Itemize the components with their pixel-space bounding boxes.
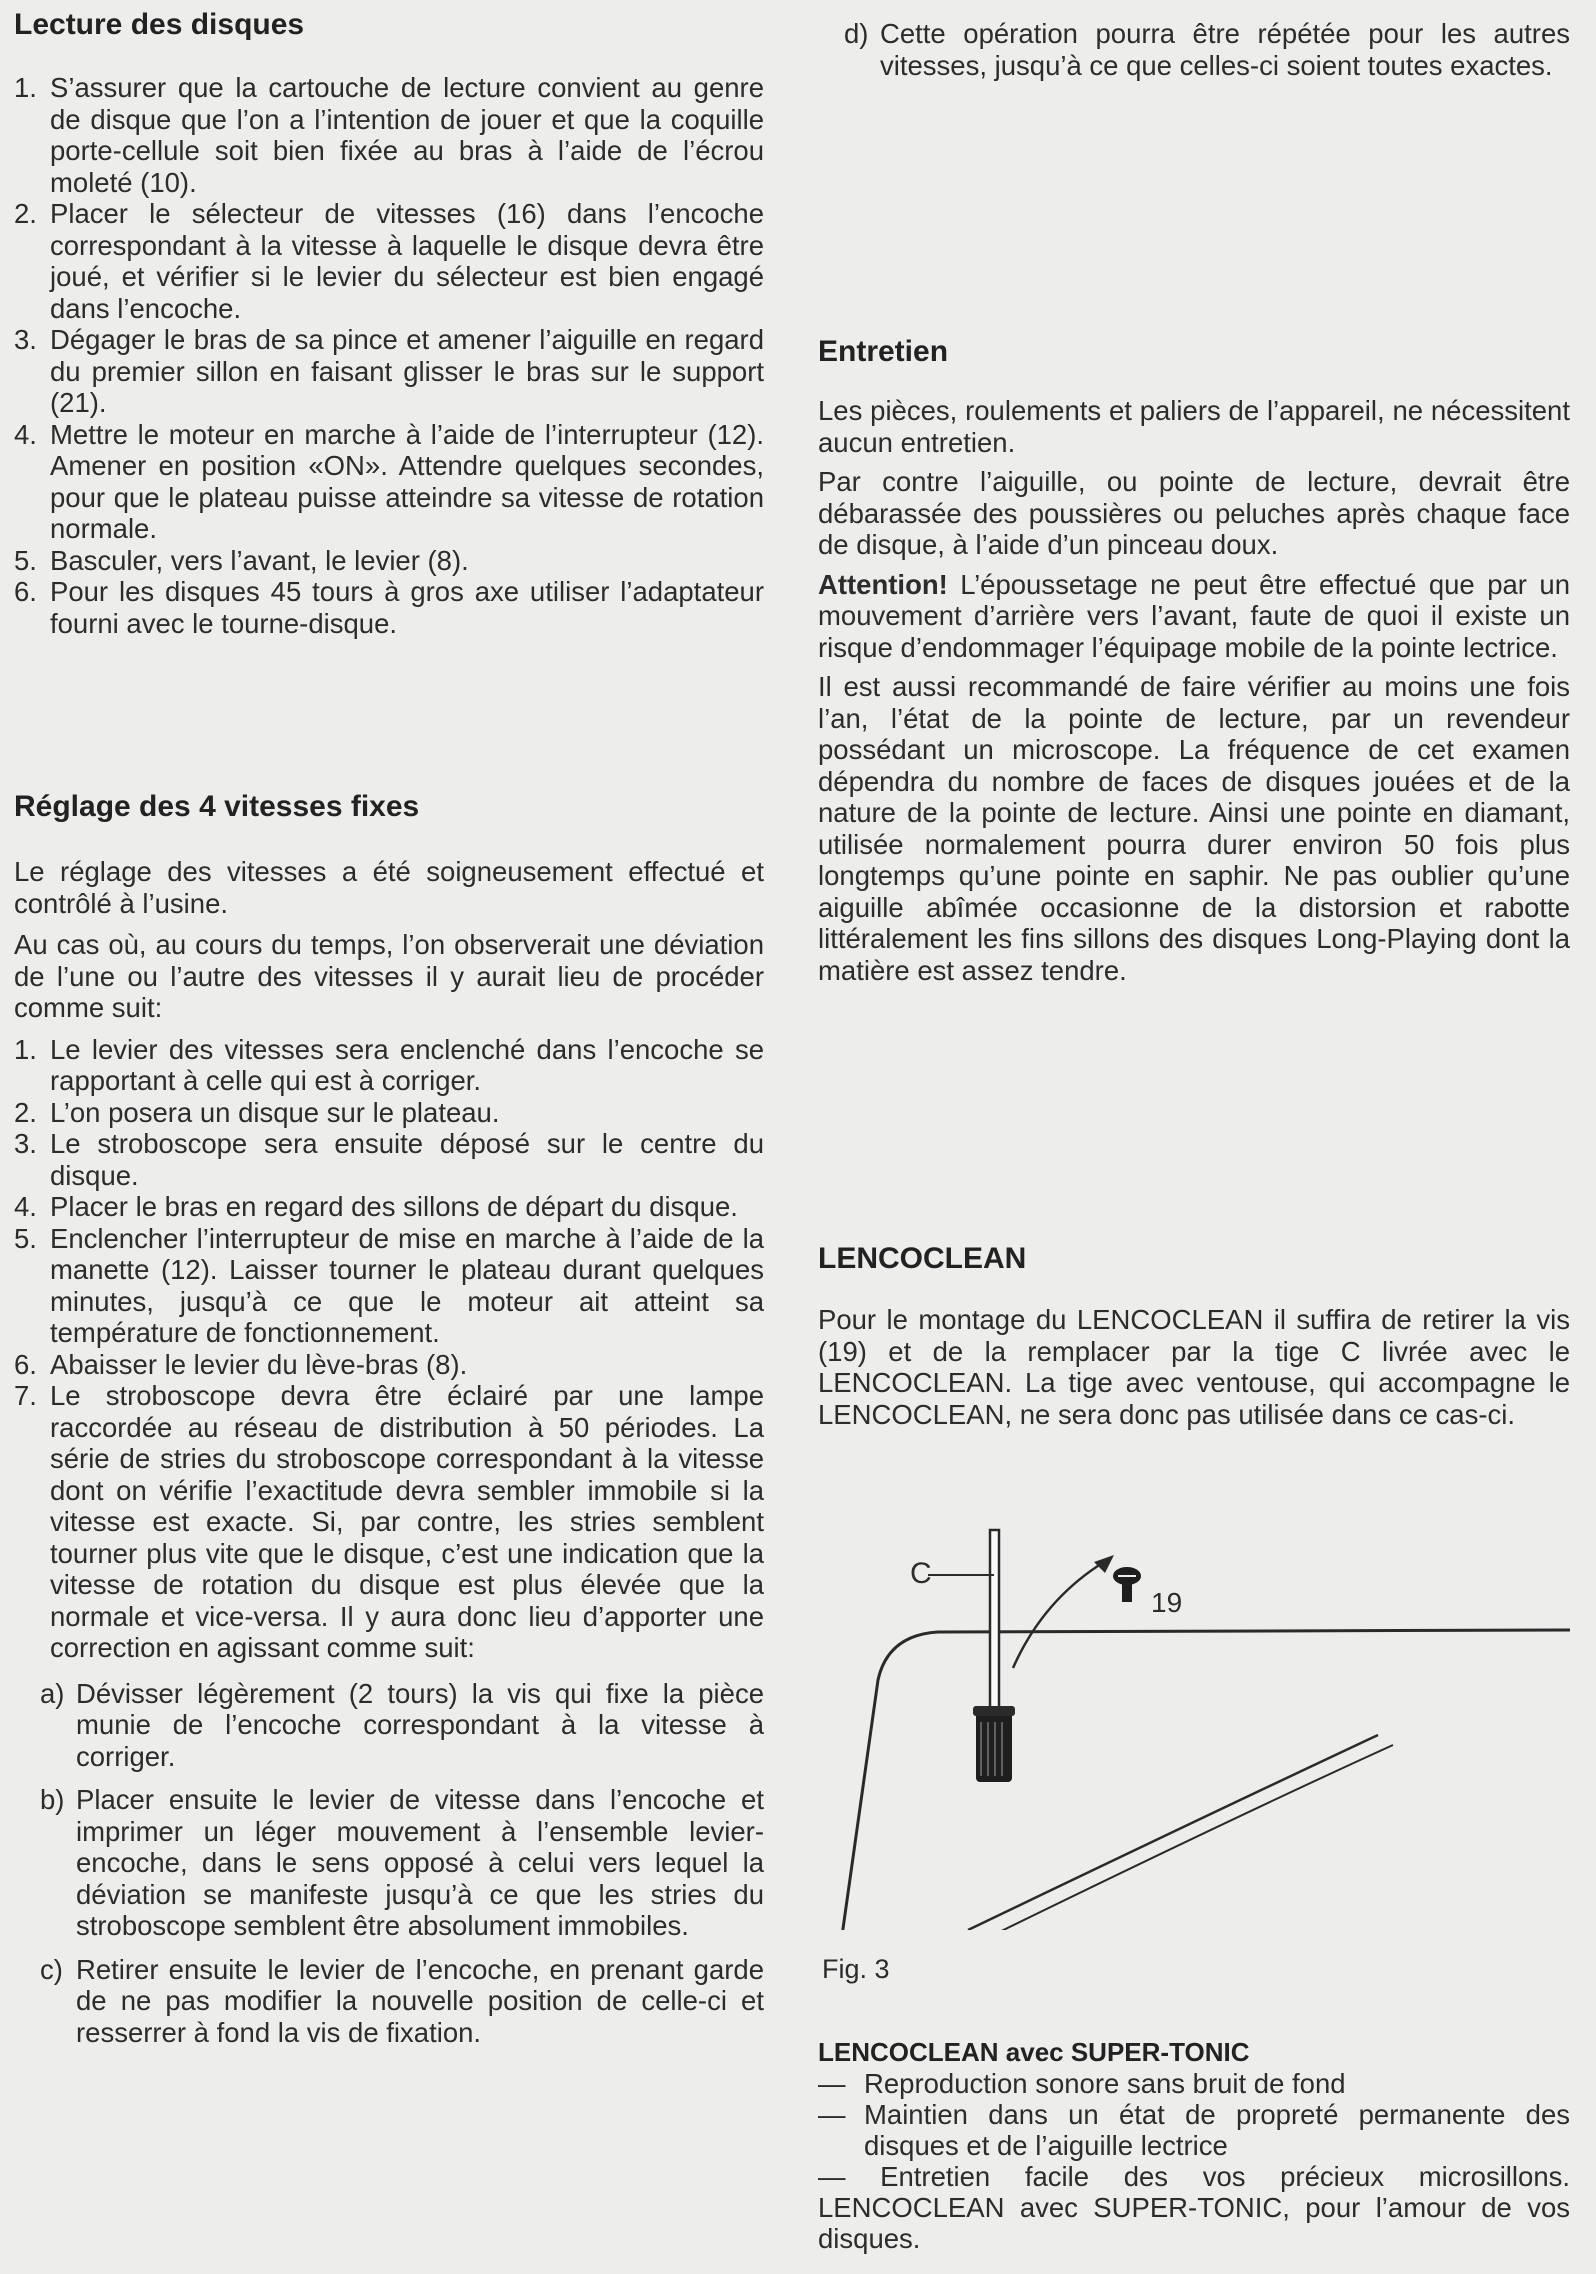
list-item-text: S’assurer que la cartouche de lecture convient au genre de disque que l’on a l’intention de jouer et que la coquille porte-cellule soit bien fixée au bras à l’aide de l’écrou moleté (10). [50,72,764,198]
reglage-intro-2: Au cas où, au cours du temps, l’on observerait une déviation de l’une ou l’autre des vitesses il y aurait lieu de procéder comme suit: [14,929,764,1023]
list-item [14,1223,764,1349]
attention-label: Attention! [818,568,948,600]
list-item [14,1128,764,1191]
super-tonic-bullet-3 [818,2161,1570,2254]
entretien-block [818,395,1570,986]
list-marker: 6. [14,576,37,607]
list-item-text: Dégager le bras de sa pince et amener l’aiguille en regard du premier sillon en faisant glisser le bras sur le support (21). [50,324,764,418]
super-tonic-bullet-text: Reproduction sonore sans bruit de fond [864,2068,1346,2099]
list-item-text: Le levier des vitesses sera enclenché dans l’encoche se rapportant à celle qui est à corriger. [50,1033,764,1096]
list-item-text: Le stroboscope sera ensuite déposé sur le centre du disque. [50,1128,764,1191]
list-item [14,1349,764,1381]
list-item [14,419,764,545]
figure-label-19: 19 [1151,1587,1183,1618]
dash-marker: — [818,2068,846,2099]
section-title-reglage: Réglage des 4 vitesses fixes [14,790,420,823]
dash-marker: — [818,2161,846,2192]
list-marker: 1. [14,1033,37,1065]
list-marker: 2. [14,1096,37,1128]
list-marker: 4. [14,1191,37,1222]
section-title-lencoclean: LENCOCLEAN [818,1242,1027,1275]
entretien-p1: Les pièces, roulements et paliers de l’appareil, ne nécessitent aucun entretien. [818,395,1570,458]
list-item-text: Mettre le moteur en marche à l’aide de l’interrupteur (12). Amener en position «ON». Attendre quelques secondes, pour que le plateau puisse atteindre sa vitesse de rotation normale. [50,418,764,544]
reglage-intro-1: Le réglage des vitesses a été soigneusement effectué et contrôlé à l’usine. [14,856,764,919]
list-item-text: Le stroboscope devra être éclairé par une lampe raccordée au réseau de distribution à 50 périodes. La série de stries du stroboscope correspondant à la vitesse dont on vérifie l’exactitude devra sembler immobile si la vitesse est exacte. Si, par contre, les stries semblent tourner plus vite que le disque, c’est une indication que la vitesse de rotation du disque est plus élevée que la normale et vice-versa. Il y aura donc lieu d’apporter une correction en agissant comme suit: [50,1380,764,1663]
platter-edge-line [840,1630,1570,1930]
list-marker: 5. [14,1222,37,1254]
reglage-list [14,1034,764,1664]
super-tonic-list [818,2068,1570,2161]
list-item [14,545,764,577]
figure-caption: Fig. 3 [822,1954,890,1984]
list-item [14,72,764,198]
super-tonic-bullet [818,2099,1570,2161]
list-item [14,1191,764,1223]
sub-list-marker: b) [40,1784,65,1815]
list-item-text: Enclencher l’interrupteur de mise en marche à l’aide de la manette (12). Laisser tourner le plateau durant quelques minutes, jusqu’à ce que le moteur ait atteint sa température de fonctionnement. [50,1222,764,1348]
attention-text: L’époussetage ne peut être effectué que par un mouvement d’arrière vers l’avant, faute de quoi il existe un risque d’endommager l’équipage mobile de la pointe lectrice. [818,568,1570,663]
sub-list-item-text: Dévisser légèrement (2 tours) la vis qui fixe la pièce munie de l’encoche correspondant à la vitesse à corriger. [76,1677,764,1772]
sub-list-item [14,1678,764,1773]
list-item-text: Placer le sélecteur de vitesses (16) dans l’encoche correspondant à la vitesse à laquelle le disque devra être joué, et vérifier si le levier du sélecteur est bien engagé dans l’encoche. [50,198,764,324]
list-marker: 4. [14,418,37,450]
figure-label-c: C [910,1557,932,1590]
reglage-block [14,856,764,2048]
sub-list-marker: c) [40,1953,63,1985]
entretien-p2: Par contre l’aiguille, ou pointe de lecture, devrait être débarassée des poussières ou peluches après chaque face de disque, à l’aide d’un pinceau doux. [818,466,1570,560]
list-item-text: Placer le bras en regard des sillons de départ du disque. [50,1191,738,1222]
sub-list-item [14,1954,764,2049]
super-tonic-title: LENCOCLEAN avec SUPER-TONIC [818,2037,1250,2067]
list-item [14,1034,764,1097]
list-item [14,1380,764,1664]
record-arc-outer [968,1735,1378,1930]
list-marker: 2. [14,198,37,229]
rod-c [990,1530,999,1712]
super-tonic-block [818,2068,1570,2254]
entretien-attention [818,569,1570,664]
sub-list-marker: d) [844,18,869,49]
list-marker: 3. [14,1128,37,1159]
list-marker: 3. [14,324,37,355]
super-tonic-bullet-3-text: Entretien facile des vos précieux microsillons. LENCOCLEAN avec SUPER-TONIC, pour l’amour de vos disques. [818,2161,1571,2254]
screw-19-icon [1113,1567,1141,1602]
list-item [14,198,764,324]
super-tonic-bullet-text: Maintien dans un état de propreté permanente des disques et de l’aiguille lectrice [864,2099,1570,2161]
list-item [14,576,764,639]
lencoclean-block [818,1304,1570,1430]
list-marker: 1. [14,72,37,103]
section-title-entretien: Entretien [818,335,949,368]
reglage-continued-block [818,8,1570,81]
arrow-to-screw [1013,1562,1104,1668]
list-item-text: Abaisser le levier du lève-bras (8). [50,1348,468,1380]
sub-list-marker: a) [40,1677,65,1709]
sub-list-item [818,18,1570,81]
list-item-text: Basculer, vers l’avant, le levier (8). [50,544,469,576]
section-title-lecture: Lecture des disques [14,8,305,41]
list-marker: 7. [14,1380,37,1411]
sub-list-item-text: Cette opération pourra être répétée pour les autres vitesses, jusqu’à ce que celles-ci soient toutes exactes. [880,18,1570,81]
lencoclean-p1: Pour le montage du LENCOCLEAN il suffira de retirer la vis (19) et de la remplacer par la tige C livrée avec le LENCOCLEAN. La tige avec ventouse, qui accompagne le LENCOCLEAN, ne sera donc pas utilisée dans ce cas-ci. [818,1304,1570,1430]
list-item [14,1097,764,1129]
entretien-p4: Il est aussi recommandé de faire vérifier au moins une fois l’an, l’état de la pointe de lecture, par un revendeur possédant un microscope. La fréquence de cet examen dépendra du nombre de faces de disques jouées et de la nature de la pointe de lecture. Ainsi une pointe en diamant, utilisée normalement pourra durer environ 50 fois plus longtemps qu’une pointe en saphir. Ne pas oublier qu’une aiguille abîmée occasionne de la distorsion et rabotte littéralement les fins sillons des disques Long-Playing dont la matière est assez tendre. [818,671,1570,986]
record-arc-inner [983,1745,1393,1930]
lecture-list [14,72,764,639]
reglage-sublist-continued [818,18,1570,81]
sub-list-item [14,1784,764,1942]
list-marker: 6. [14,1348,37,1380]
reglage-sublist [14,1678,764,2049]
sub-list-item-text: Retirer ensuite le levier de l’encoche, en prenant garde de ne pas modifier la nouvelle position de celle-ci et resserrer à fond la vis de fixation. [76,1953,764,2048]
list-item [14,324,764,419]
dash-marker: — [818,2099,846,2130]
lecture-list-block [14,72,764,639]
super-tonic-bullet [818,2068,1570,2099]
list-marker: 5. [14,544,37,576]
list-item-text: Pour les disques 45 tours à gros axe utiliser l’adaptateur fourni avec le tourne-disque. [50,576,764,639]
sub-list-item-text: Placer ensuite le levier de vitesse dans l’encoche et imprimer un léger mouvement à l’ensemble levier-encoche, dans le sens opposé à celui vers lequel la déviation se manifeste jusqu’à ce que les stries du stroboscope semblent être absolument immobiles. [76,1784,764,1941]
list-item-text: L’on posera un disque sur le plateau. [50,1096,500,1128]
